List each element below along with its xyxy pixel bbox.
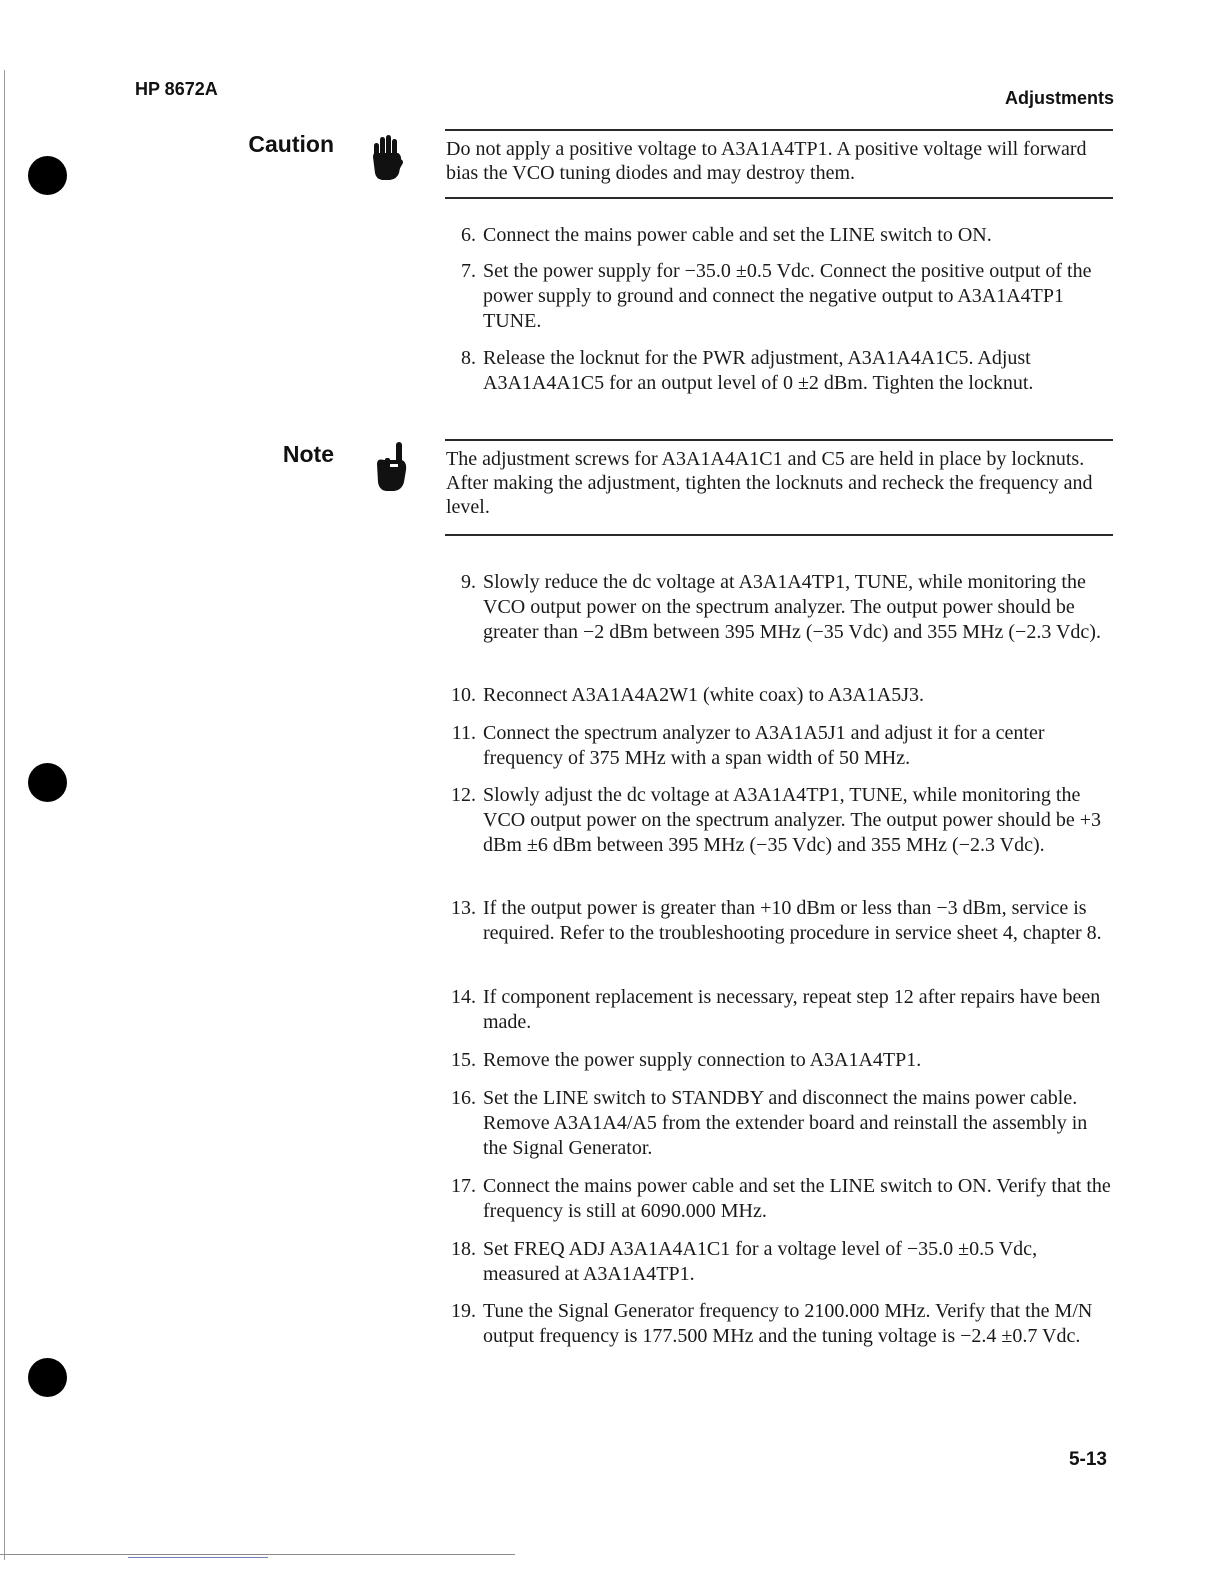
step-item (440, 346, 1115, 396)
binder-hole-middle (28, 763, 67, 802)
step-text: Set the LINE switch to STANDBY and disconnect the mains power cable. Remove A3A1A4/A5 from the extender board and reinstall the assembly in the Signal Generator. (483, 1087, 1088, 1159)
note-bottom-rule (445, 534, 1113, 536)
step-item (440, 223, 1115, 248)
note-label: Note (282, 441, 334, 467)
step-text: Connect the spectrum analyzer to A3A1A5J1 and adjust it for a center frequency of 375 MHz with a span width of 50 MHz. (483, 722, 1045, 769)
step-item (440, 783, 1115, 858)
step-number: 19. (451, 1300, 476, 1322)
step-text: Set the power supply for −35.0 ±0.5 Vdc. Connect the positive output of the power supply to ground and connect the negative output to A3A1A4TP1 TUNE. (483, 260, 1092, 332)
step-item (440, 1174, 1115, 1224)
step-number: 7. (461, 260, 476, 282)
page-number: 5-13 (1068, 1449, 1107, 1470)
step-number: 14. (451, 986, 476, 1008)
step-number: 9. (461, 571, 476, 593)
step-text: If the output power is greater than +10 dBm or less than −3 dBm, service is required. Refer to the troubleshooting procedure in service sheet 4, chapter 8. (483, 897, 1102, 944)
step-text: Release the locknut for the PWR adjustment, A3A1A4A1C5. Adjust A3A1A4A1C5 for an output level of 0 ±2 dBm. Tighten the locknut. (483, 347, 1034, 394)
step-text: Connect the mains power cable and set the LINE switch to ON. Verify that the frequency is still at 6090.000 MHz. (483, 1175, 1111, 1222)
step-number: 8. (461, 347, 476, 369)
step-number: 17. (451, 1175, 476, 1197)
binder-hole-bottom (28, 1358, 67, 1397)
step-text: Slowly reduce the dc voltage at A3A1A4TP1, TUNE, while monitoring the VCO output power on the spectrum analyzer. The output power should be greater than −2 dBm between 395 MHz (−35 Vdc) and 355 MHz (−2.3 Vdc). (483, 571, 1101, 643)
step-number: 12. (451, 784, 476, 806)
note-pointing-hand-icon (374, 442, 408, 498)
step-number: 16. (451, 1087, 476, 1109)
step-text: Connect the mains power cable and set the LINE switch to ON. (483, 224, 992, 246)
step-text: Slowly adjust the dc voltage at A3A1A4TP1, TUNE, while monitoring the VCO output power on the spectrum analyzer. The output power should be +3 dBm ±6 dBm between 395 MHz (−35 Vdc) and 355 MHz (−2.3 Vdc). (483, 784, 1102, 856)
page-edge-line (4, 70, 5, 1560)
step-item (440, 259, 1115, 334)
step-number: 10. (451, 684, 476, 706)
step-item (440, 896, 1115, 946)
header-section: Adjustments (1004, 88, 1114, 108)
step-item (440, 985, 1115, 1035)
step-item (440, 683, 1115, 708)
step-text: Reconnect A3A1A4A2W1 (white coax) to A3A1A5J3. (483, 684, 925, 706)
note-text: The adjustment screws for A3A1A4A1C1 and C5 are held in place by locknuts. After making the adjustment, tighten the locknuts and recheck the frequency and level. (446, 448, 1093, 518)
step-item (440, 721, 1115, 771)
step-item (440, 570, 1115, 645)
step-number: 18. (451, 1238, 476, 1260)
binder-hole-top (28, 156, 67, 195)
bottom-scan-rule-blue (128, 1557, 268, 1558)
step-text: If component replacement is necessary, repeat step 12 after repairs have been made. (483, 986, 1101, 1033)
step-number: 6. (461, 224, 476, 246)
step-text: Tune the Signal Generator frequency to 2100.000 MHz. Verify that the M/N output frequency is 177.500 MHz and the tuning voltage is −2.4 ±0.7 Vdc. (483, 1300, 1093, 1347)
caution-bottom-rule (445, 197, 1113, 199)
note-top-rule (445, 439, 1113, 441)
step-text: Set FREQ ADJ A3A1A4A1C1 for a voltage level of −35.0 ±0.5 Vdc, measured at A3A1A4TP1. (483, 1238, 1038, 1285)
step-number: 11. (451, 722, 476, 744)
step-number: 13. (451, 897, 476, 919)
step-item (440, 1299, 1115, 1349)
step-text: Remove the power supply connection to A3A1A4TP1. (483, 1049, 922, 1071)
caution-top-rule (445, 129, 1113, 131)
caution-text: Do not apply a positive voltage to A3A1A4TP1. A positive voltage will forward bias the VCO tuning diodes and may destroy them. (446, 138, 1087, 184)
caution-label: Caution (248, 131, 334, 157)
step-item (440, 1237, 1115, 1287)
header-model: HP 8672A (135, 79, 218, 99)
caution-hand-icon (370, 133, 404, 187)
bottom-scan-rule (0, 1554, 515, 1555)
step-number: 15. (451, 1049, 476, 1071)
step-item (440, 1048, 1115, 1073)
step-item (440, 1086, 1115, 1161)
